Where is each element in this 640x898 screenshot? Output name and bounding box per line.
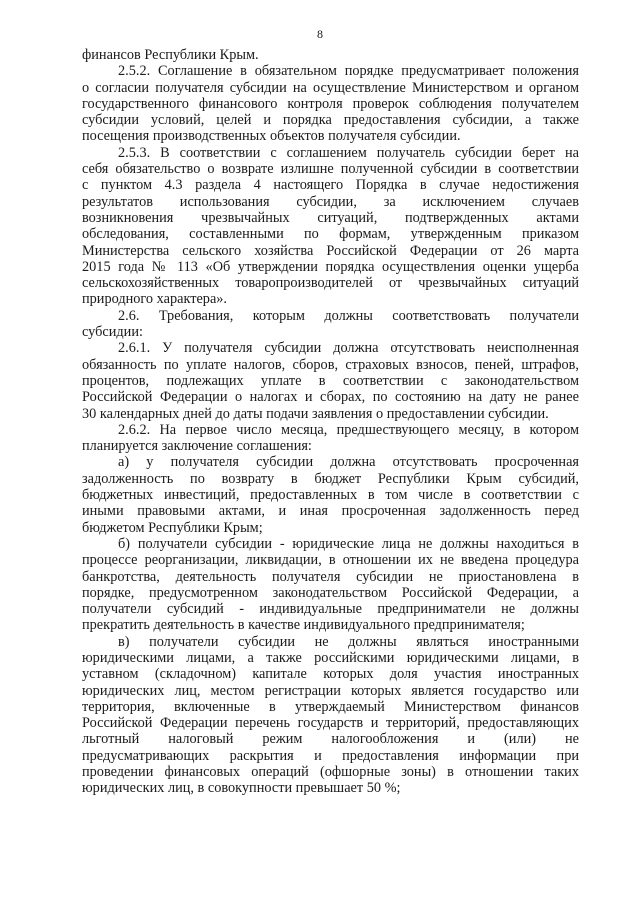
text-line: 30 календарных дней до даты подачи заявления о предоставлении субсидии. [82, 405, 549, 422]
text-line: природного характера». [82, 291, 228, 308]
text-line: 2.6. Требования, которым должны соответствовать получатели [118, 307, 579, 324]
text-line: получатели субсидий - индивидуальные предприниматели не должны [82, 601, 579, 618]
text-line: прекратить деятельность в качестве индивидуального предпринимателя; [82, 617, 525, 634]
text-line: результатов использования субсидии, за исключением случаев [82, 193, 579, 210]
text-line: обязанность по уплате налогов, сборов, страховых взносов, пеней, штрафов, [82, 356, 579, 373]
text-line: 2.6.2. На первое число месяца, предшествующего месяцу, в котором [118, 421, 579, 438]
text-line: субсидии условий, целей и порядка предоставления субсидии, а также [82, 112, 579, 129]
text-line: процессе реорганизации, ликвидации, в отношении их не введена процедура [82, 552, 579, 569]
document-body [82, 47, 579, 797]
text-line: государственного финансового контроля проверок соблюдения получателем [82, 95, 579, 112]
text-line: бюджетом Республики Крым; [82, 519, 263, 536]
text-line: предусматривающих раскрытия и предоставления информации при [82, 747, 579, 764]
text-line: юридическими лицами, а также российскими юридическими лицами, в [82, 649, 579, 666]
text-line: обследования, составленными по формам, утвержденным приказом [82, 226, 579, 243]
text-line: Российской Федерации о налогах и сборах, по состоянию на дату не ранее [82, 389, 579, 406]
text-line: порядке, предусмотренном законодательством Российской Федерации, а [82, 584, 579, 601]
page-number: 8 [317, 27, 323, 41]
text-line: льготный налоговый режим налогообложения и (или) не [82, 731, 579, 748]
text-line: Министерства сельского хозяйства Российской Федерации от 26 марта [82, 242, 579, 259]
text-line: иными правовыми актами, и иная просроченная задолженность перед [82, 503, 579, 520]
text-line: планируется заключение соглашения: [82, 438, 312, 455]
text-line: задолженность по возврату в бюджет Республики Крым субсидий, [82, 470, 579, 487]
text-line: бюджетных инвестиций, предоставленных в том числе в соответствии с [82, 487, 579, 504]
text-line: территория, включенные в утверждаемый Министерством финансов [82, 698, 579, 715]
text-line: б) получатели субсидии - юридические лица не должны находиться в [118, 535, 579, 552]
text-line: проведении финансовых операций (офшорные зоны) в отношении таких [82, 764, 579, 781]
text-line: 2.5.3. В соответствии с соглашением получатель субсидии берет на [118, 144, 579, 161]
text-line: уставном (складочном) капитале которых доля участия иностранных [82, 666, 579, 683]
text-line: Российской Федерации перечень государств и территорий, предоставляющих [82, 715, 579, 732]
text-line: возникновения чрезвычайных ситуаций, подтвержденных актами [82, 209, 579, 226]
text-line: банкротства, деятельность получателя субсидии не приостановлена в [82, 568, 579, 585]
text-line: финансов Республики Крым. [82, 47, 259, 63]
text-line: субсидии: [82, 324, 143, 341]
text-line: о согласии получателя субсидии на осуществление Министерством и органом [82, 79, 579, 96]
text-line: юридических лиц, местом регистрации которых является государство или [82, 682, 579, 699]
text-line: с пунктом 4.3 раздела 4 настоящего Порядка в случае недостижения [82, 177, 579, 194]
text-line: 2.6.1. У получателя субсидии должна отсутствовать неисполненная [118, 340, 579, 357]
text-line: себя обязательство о возврате излишне полученной субсидии в соответствии [82, 161, 579, 178]
text-line: в) получатели субсидии не должны являться иностранными [118, 633, 579, 650]
text-line: 2015 года № 113 «Об утверждении порядка осуществления оценки ущерба [82, 258, 579, 275]
text-line: процентов, подлежащих уплате в соответствии с законодательством [82, 372, 579, 389]
text-line: а) у получателя субсидии должна отсутствовать просроченная [118, 454, 579, 471]
text-line: 2.5.2. Соглашение в обязательном порядке предусматривает положения [118, 63, 579, 80]
text-line: посещения производственных объектов получателя субсидии. [82, 128, 461, 145]
text-line: сельскохозяйственных товаропроизводителей от чрезвычайных ситуаций [82, 275, 579, 292]
text-line: юридических лиц, в совокупности превышает 50 %; [82, 780, 401, 797]
